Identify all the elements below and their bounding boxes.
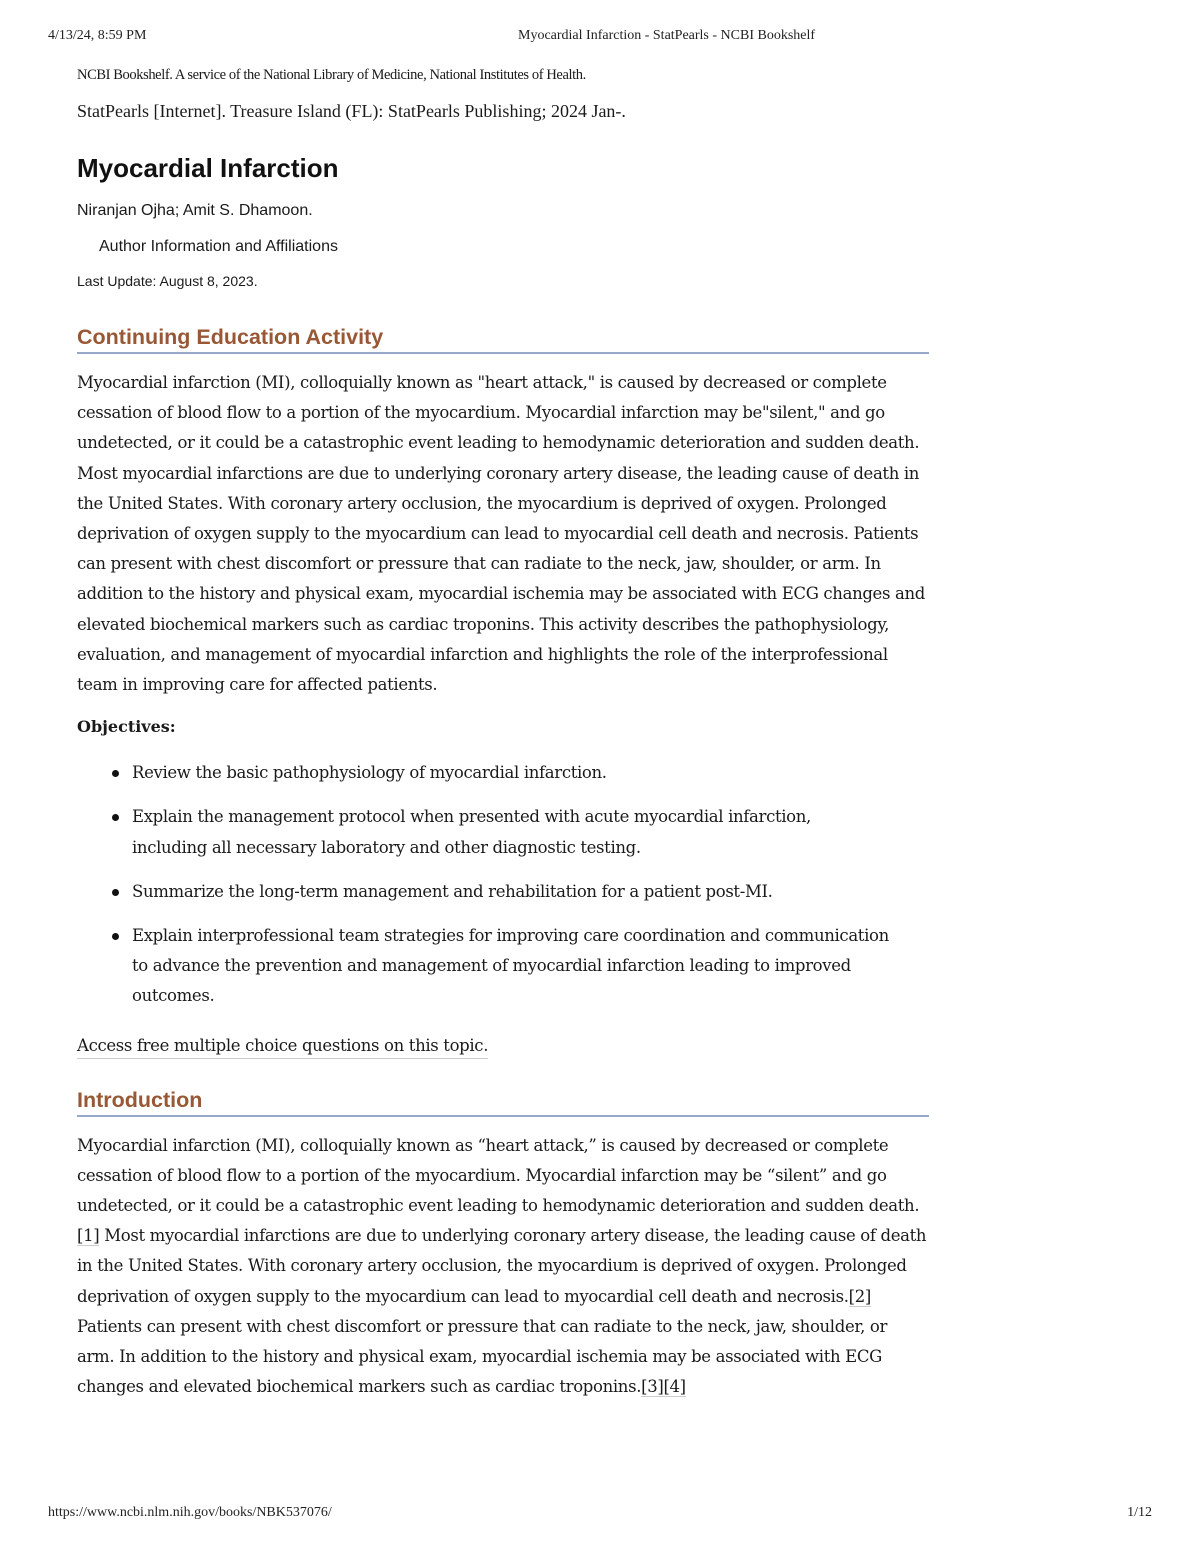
bookshelf-banner: NCBI Bookshelf. A service of the National Library of Medicine, National Institutes of Health.	[77, 67, 586, 83]
objectives-label: Objectives:	[77, 717, 176, 737]
reference-link-1[interactable]: [1]	[77, 1226, 100, 1246]
introduction-heading: Introduction	[77, 1087, 929, 1117]
reference-link-2[interactable]: [2]	[848, 1286, 871, 1306]
authors: Niranjan Ojha; Amit S. Dhamoon.	[77, 202, 313, 219]
bullet-icon	[112, 814, 119, 821]
objective-item	[132, 877, 929, 907]
continuing-education-heading: Continuing Education Activity	[77, 324, 929, 354]
bullet-icon	[112, 889, 119, 896]
continuing-education-paragraph: Myocardial infarction (MI), colloquially known as "heart attack," is caused by decreased or complete cessation of blood flow to a portion of the myocardium. Myocardial infarction may be"silent," and go undetected, or it could be a catastrophic event leading to hemodynamic deterioration and sudden death. Most myocardial infarctions are due to underlying coronary artery disease, the leading cause of death in the United States. With coronary artery occlusion, the myocardium is deprived of oxygen. Prolonged deprivation of oxygen supply to the myocardium can lead to myocardial cell death and necrosis. Patients can present with chest discomfort or pressure that can radiate to the neck, jaw, shoulder, or arm. In addition to the history and physical exam, myocardial ischemia may be associated with ECG changes and elevated biochemical markers such as cardiac troponins. This activity describes the pathophysiology, evaluation, and management of myocardial infarction and highlights the role of the interprofessional team in improving care for affected patients.	[77, 373, 925, 695]
book-citation: StatPearls [Internet]. Treasure Island (FL): StatPearls Publishing; 2024 Jan-.	[77, 101, 626, 121]
intro-text-1: Myocardial infarction (MI), colloquially known as “heart attack,” is caused by decreased or complete cessation of blood flow to a portion of the myocardium. Myocardial infarction may be “silent” and go undetected, or it could be a catastrophic event leading to hemodynamic deterioration and sudden death.	[77, 1135, 920, 1216]
introduction-paragraph	[77, 1131, 929, 1403]
mcq-link[interactable]: Access free multiple choice questions on this topic.	[77, 1034, 488, 1059]
print-page-title: Myocardial Infarction - StatPearls - NCBI Bookshelf	[518, 28, 816, 43]
author-info-link[interactable]: Author Information and Affiliations	[99, 238, 338, 255]
reference-link-4[interactable]: [4]	[663, 1377, 686, 1397]
objective-item	[132, 802, 929, 862]
last-update: Last Update: August 8, 2023.	[77, 273, 258, 289]
print-url: https://www.ncbi.nlm.nih.gov/books/NBK537076/	[48, 1505, 332, 1520]
print-footer	[48, 1505, 1152, 1525]
print-page-number: 1/12	[1127, 1505, 1152, 1520]
objective-text: Explain the management protocol when presented with acute myocardial infarction, including all necessary laboratory and other diagnostic testing.	[132, 807, 811, 857]
intro-text-3: Patients can present with chest discomfort or pressure that can radiate to the neck, jaw, shoulder, or arm. In addition to the history and physical exam, myocardial ischemia may be associated with ECG changes and elevated biochemical markers such as cardiac troponins.	[77, 1316, 887, 1397]
article-content	[77, 64, 929, 1402]
article-title: Myocardial Infarction	[77, 153, 339, 183]
bullet-icon	[112, 770, 119, 777]
objective-text: Summarize the long-term management and rehabilitation for a patient post-MI.	[132, 881, 773, 901]
bullet-icon	[112, 933, 119, 940]
intro-text-2: Most myocardial infarctions are due to underlying coronary artery disease, the leading cause of death in the United States. With coronary artery occlusion, the myocardium is deprived of oxygen. Prolonged deprivation of oxygen supply to the myocardium can lead to myocardial cell death and necrosis.	[77, 1226, 927, 1306]
objective-item	[132, 758, 929, 788]
print-datetime: 4/13/24, 8:59 PM	[48, 28, 147, 43]
objectives-list	[77, 758, 929, 1011]
objective-text: Explain interprofessional team strategies for improving care coordination and communication to advance the prevention and management of myocardial infarction leading to improved outcomes.	[132, 926, 889, 1006]
reference-link-3[interactable]: [3]	[641, 1377, 664, 1397]
objective-text: Review the basic pathophysiology of myocardial infarction.	[132, 763, 607, 783]
objective-item	[132, 921, 929, 1012]
print-header	[48, 28, 1152, 48]
